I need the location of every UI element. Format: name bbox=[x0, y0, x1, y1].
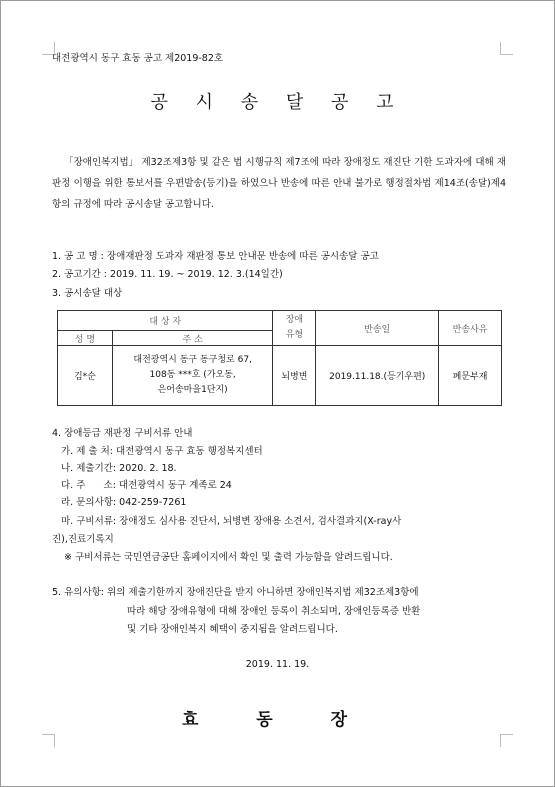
notice-number: 대전광역시 동구 효동 공고 제2019-82호 bbox=[52, 53, 224, 64]
header-address: 주 소 bbox=[112, 331, 273, 346]
address-line: 108동 ***호 (가오동, bbox=[149, 370, 236, 380]
intro-paragraph: 「장애인복지법」 제32조제3항 및 같은 법 시행규칙 제7조에 따라 장애정도 재진단 기한 도과자에 대해 재판정 이행을 위한 통보서를 우편발송(등기)을 하였으나 반송에 따른 안내 불가로 행정절차법 제14조(송달)제4항의 규정에 따라 공시송달 공고합니다. bbox=[52, 157, 506, 210]
section4-documents-cont: 진),진료기록지 bbox=[52, 534, 114, 545]
table-row bbox=[58, 346, 502, 406]
item-notice-name: 1. 공 고 명 : 장애재판정 도과자 재판정 통보 안내문 반송에 따른 공시송달 공고 bbox=[52, 251, 379, 262]
cell-return-date: 2019.11.18.(등기우편) bbox=[316, 346, 439, 406]
header-return-reason: 반송사유 bbox=[439, 311, 502, 346]
crop-mark-bottom-left bbox=[42, 734, 55, 747]
table-header-row bbox=[58, 311, 502, 331]
item-notice-period: 2. 공고기간 : 2019. 11. 19. ~ 2019. 12. 3.(14일간) bbox=[52, 269, 283, 280]
address-line: 은어송마을1단지) bbox=[157, 385, 228, 395]
cell-return-reason: 폐문부재 bbox=[439, 346, 502, 406]
target-table bbox=[57, 310, 502, 406]
section4-inquiry: 라. 문의사항: 042-259-7261 bbox=[61, 497, 187, 508]
document-title: 공 시 송 달 공 고 bbox=[150, 92, 405, 113]
section5-line3: 및 기타 장애인복지 혜택이 중지됨을 알려드립니다. bbox=[127, 624, 338, 635]
section5-line2: 따라 해당 장애유형에 대해 장애인 등록이 취소되며, 장애인등록증 반환 bbox=[127, 606, 421, 617]
section5-line1: 5. 유의사항: 위의 제출기한까지 장애진단을 받지 아니하면 장애인복지법 제32조제3항에 bbox=[52, 587, 419, 598]
cell-disability-type: 뇌병변 bbox=[273, 346, 316, 406]
section4-documents: 마. 구비서류: 장애정도 심사용 진단서, 뇌병변 장애용 소견서, 검사결과지(X-ray사 bbox=[61, 516, 402, 527]
section4-submit-place: 가. 제 출 처: 대전광역시 동구 효동 행정복지센터 bbox=[61, 446, 263, 457]
header-target: 대 상 자 bbox=[58, 311, 273, 331]
notice-date: 2019. 11. 19. bbox=[245, 659, 310, 670]
cell-address bbox=[112, 346, 273, 406]
address-line: 대전광역시 동구 동구청로 67, bbox=[133, 355, 252, 365]
section4-note: ※ 구비서류는 국민연금공단 홈페이지에서 확인 및 출력 가능함을 알려드립니다. bbox=[64, 552, 393, 563]
header-disability-type: 장애 유형 bbox=[273, 311, 316, 346]
header-return-date: 반송일 bbox=[316, 311, 439, 346]
cell-name: 김*순 bbox=[58, 346, 113, 406]
crop-mark-top-right bbox=[500, 42, 513, 55]
header-name: 성 명 bbox=[58, 331, 113, 346]
section4-address: 다. 주 소: 대전광역시 동구 계족로 24 bbox=[61, 480, 232, 491]
section4-heading: 4. 장애등급 재판정 구비서류 안내 bbox=[52, 428, 193, 439]
item-target-heading: 3. 공시송달 대상 bbox=[52, 288, 123, 299]
section4-submit-period: 나. 제출기간: 2020. 2. 18. bbox=[61, 463, 177, 474]
issuer-signature: 효 동 장 bbox=[181, 710, 374, 730]
crop-mark-bottom-right bbox=[500, 734, 513, 747]
